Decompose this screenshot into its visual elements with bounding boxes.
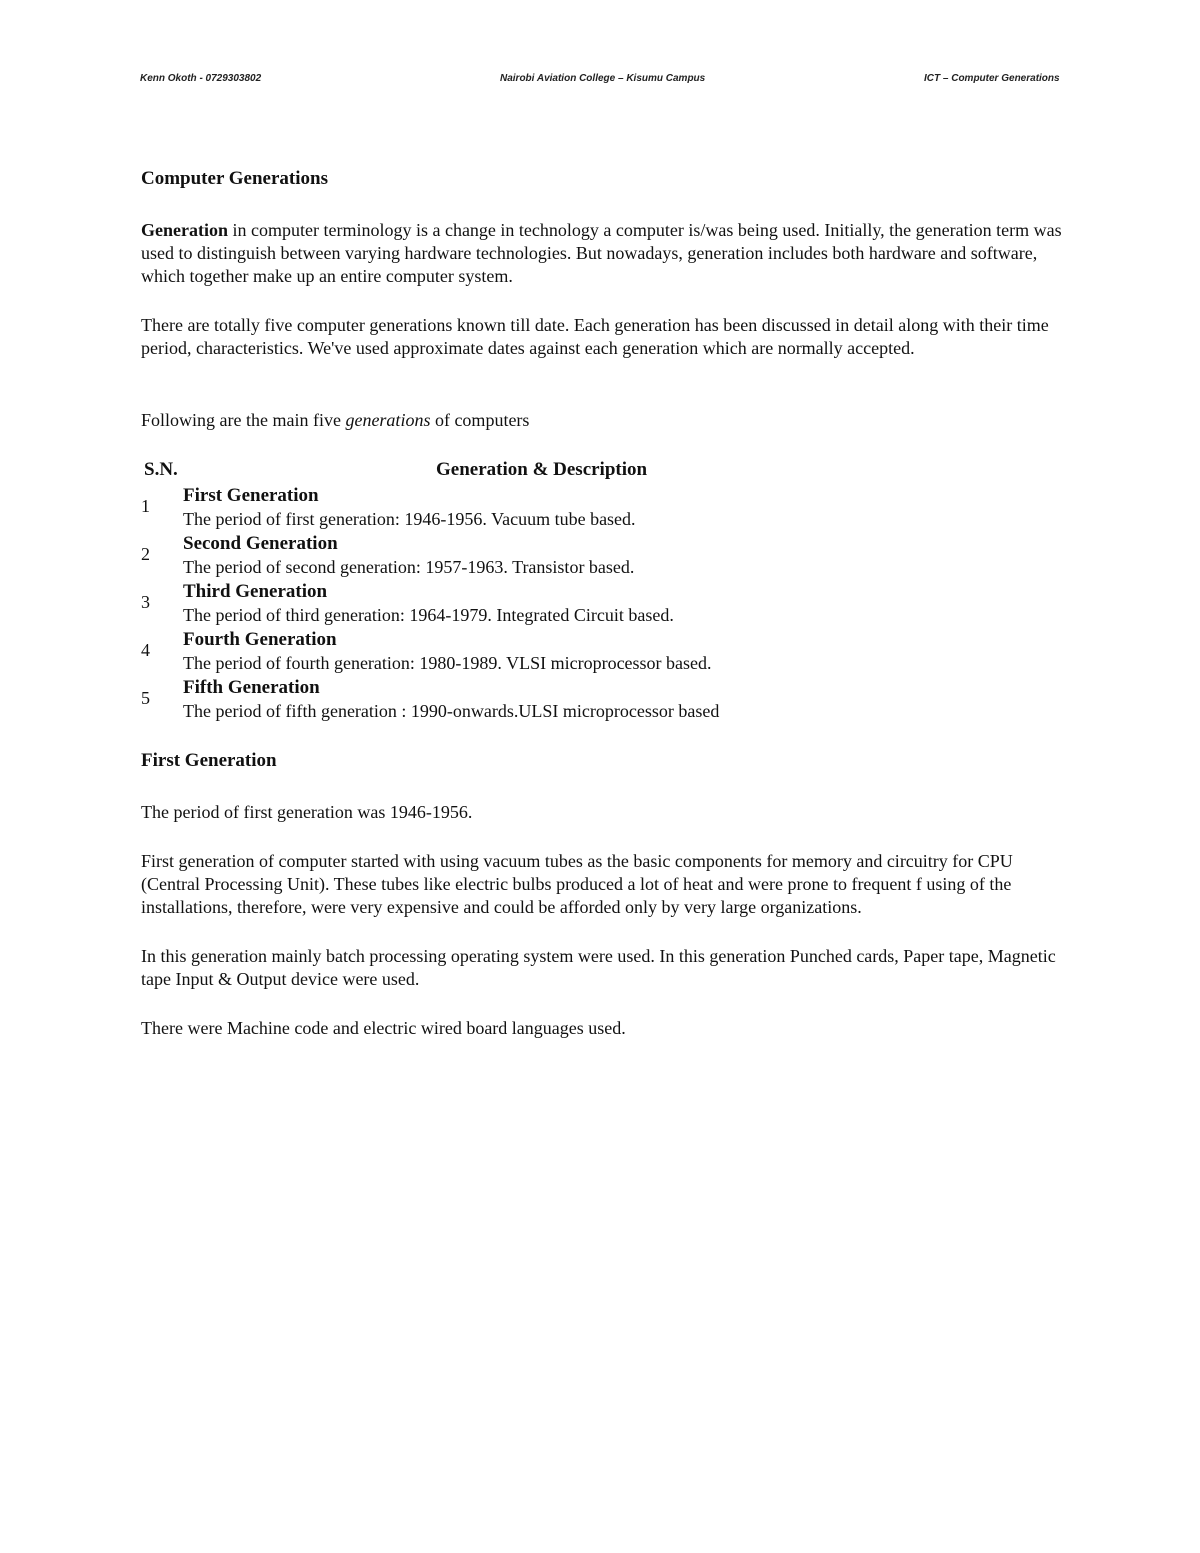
header-left: Kenn Okoth - 0729303802 [140,73,262,84]
header-center: Nairobi Aviation College – Kisumu Campus [500,73,706,84]
table-row-title: First Generation [183,485,319,506]
header-right: ICT – Computer Generations [924,73,1060,84]
intro-paragraph [141,219,1066,288]
table-row-sn: 2 [141,544,150,564]
section-paragraph-period: The period of first generation was 1946-1956. [141,802,473,822]
paragraph-following [141,409,1066,432]
table-row-sn: 4 [141,640,150,660]
table-row-description: The period of third generation: 1964-1979. Integrated Circuit based. [183,605,674,625]
table-row-title: Second Generation [183,533,338,554]
table-row-description: The period of first generation: 1946-1956. Vacuum tube based. [183,509,636,529]
intro-term: Generation [141,220,228,240]
section-title: First Generation [141,750,277,771]
table-row-description: The period of second generation: 1957-1963. Transistor based. [183,557,635,577]
table-row-sn: 1 [141,496,150,516]
table-header-description: Generation & Description [436,459,648,480]
table-row-title: Fifth Generation [183,677,320,698]
paragraph-generations-overview: There are totally five computer generations known till date. Each generation has been discussed in detail along with their time period, characteristics. We've used approximate dates against each generation which are normally accepted. [141,315,1049,358]
following-emphasis: generations [345,410,431,430]
following-after: of computers [430,410,530,430]
table-row-sn: 3 [141,592,150,612]
table-row-description: The period of fourth generation: 1980-1989. VLSI microprocessor based. [183,653,712,673]
intro-text: in computer terminology is a change in technology a computer is/was being used. Initially, the generation term was used to distinguish between varying hardware technologies. But nowadays, generation includes both hardware and software, which together make up an entire computer system. [141,220,1062,286]
table-row-title: Fourth Generation [183,629,337,650]
section-paragraph-batch-processing: In this generation mainly batch processing operating system were used. In this generation Punched cards, Paper tape, Magnetic tape Input & Output device were used. [141,946,1056,989]
table-row-sn: 5 [141,688,150,708]
table-header-sn: S.N. [144,459,178,480]
section-paragraph-languages: There were Machine code and electric wired board languages used. [141,1018,626,1038]
page-title: Computer Generations [141,168,328,189]
section-paragraph-vacuum-tubes: First generation of computer started with using vacuum tubes as the basic components for memory and circuitry for CPU (Central Processing Unit). These tubes like electric bulbs produced a lot of heat and were prone to frequent f using of the installations, therefore, were very expensive and could be afforded only by very large organizations. [141,851,1013,917]
table-row-description: The period of fifth generation : 1990-onwards.ULSI microprocessor based [183,701,720,721]
following-before: Following are the main five [141,410,346,430]
table-row-title: Third Generation [183,581,328,602]
